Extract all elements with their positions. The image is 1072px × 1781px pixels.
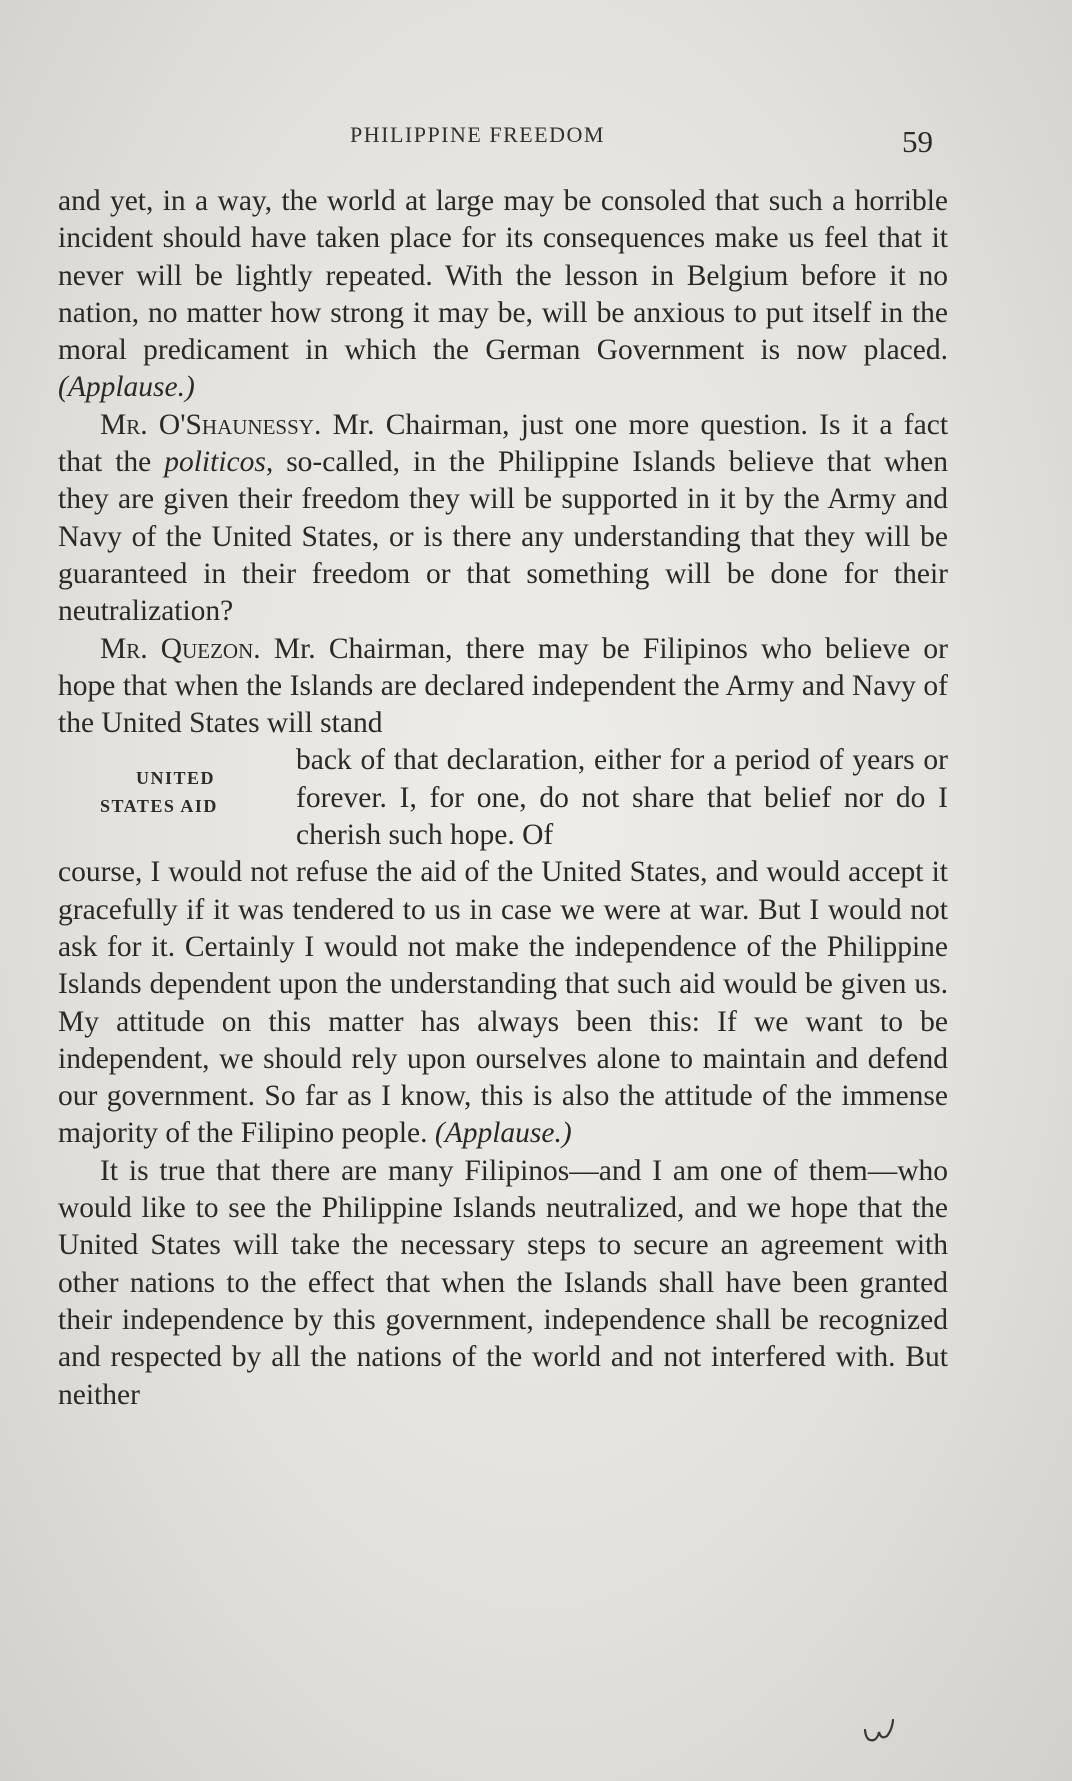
paragraph-1 [58,183,948,407]
applause-note: (Applause.) [58,371,195,404]
running-head-title: PHILIPPINE FREEDOM [350,122,605,147]
handwritten-mark-icon [862,1718,896,1748]
paragraph-3-text-a: Mr. Chairman, there may be Filipinos who believe or hope that when the Islands are declared independent the Army and Navy of the United States will stand [58,632,948,740]
paragraph-4-text: It is true that there are many Filipinos—and I am one of them—who would like to see the Philippine Islands neutralized, and we hope that the United States will take the necessary steps to secure an agreement with other nations to the effect that when the Islands shall have been granted their independence by this government, independence shall be recognized and respected by all the nations of the world and not interfered with. But neither [58,1154,948,1411]
page-number: 59 [902,124,933,159]
body-text [58,183,948,1414]
paragraph-4 [58,1153,948,1414]
paragraph-2 [58,407,948,631]
paragraph-3-continued [58,854,948,1152]
paragraph-1-text: and yet, in a way, the world at large may be consoled that such a horrible incident should have taken place for its consequences make us feel that it never will be lightly repeated. With the lesson in Belgium before it no nation, no matter how strong it may be, will be anxious to put itself in the moral predicament in which the German Government is now placed. [58,185,948,367]
paragraph-2-text-b: so-called, in the Philippine Islands believe that when they are given their freedom they will be supported in it by the Army and Navy of the United States, or is there any understanding that they will be guaranteed in their freedom or that something will be done for their neutralization? [58,446,949,628]
paragraph-3-text-c: course, I would not refuse the aid of the United States, and would accept it gracefully if it was tendered to us in case we were at war. But I would not ask for it. Certainly I would not make the independence of the Philippine Islands dependent upon the understanding that such aid would be given us. My attitude on this matter has always been this: If we want to be independent, we should rely upon ourselves alone to maintain and defend our government. So far as I know, this is also the attitude of the immense majority of the Filipino people. [58,856,948,1150]
paragraph-3-text-b: back of that declaration, either for a period of years or forever. I, for one, do not share that belief nor do I cherish such hope. Of [296,744,948,852]
side-note [58,742,296,820]
side-note-line-2: STATES AID [100,796,218,817]
side-note-line-1: UNITED [136,768,216,789]
applause-note-2: (Applause.) [434,1117,572,1150]
speaker-quezon: Mr. Quezon. [100,632,261,665]
paragraph-2-text-a: Mr. Chairman, just one more question. Is it a fact that the [58,408,949,479]
italic-term-politicos: politicos, [164,446,274,479]
paragraph-3 [58,631,948,743]
side-note-block [58,742,948,854]
speaker-oshaunessy: Mr. O'Shaunessy. [100,408,322,441]
